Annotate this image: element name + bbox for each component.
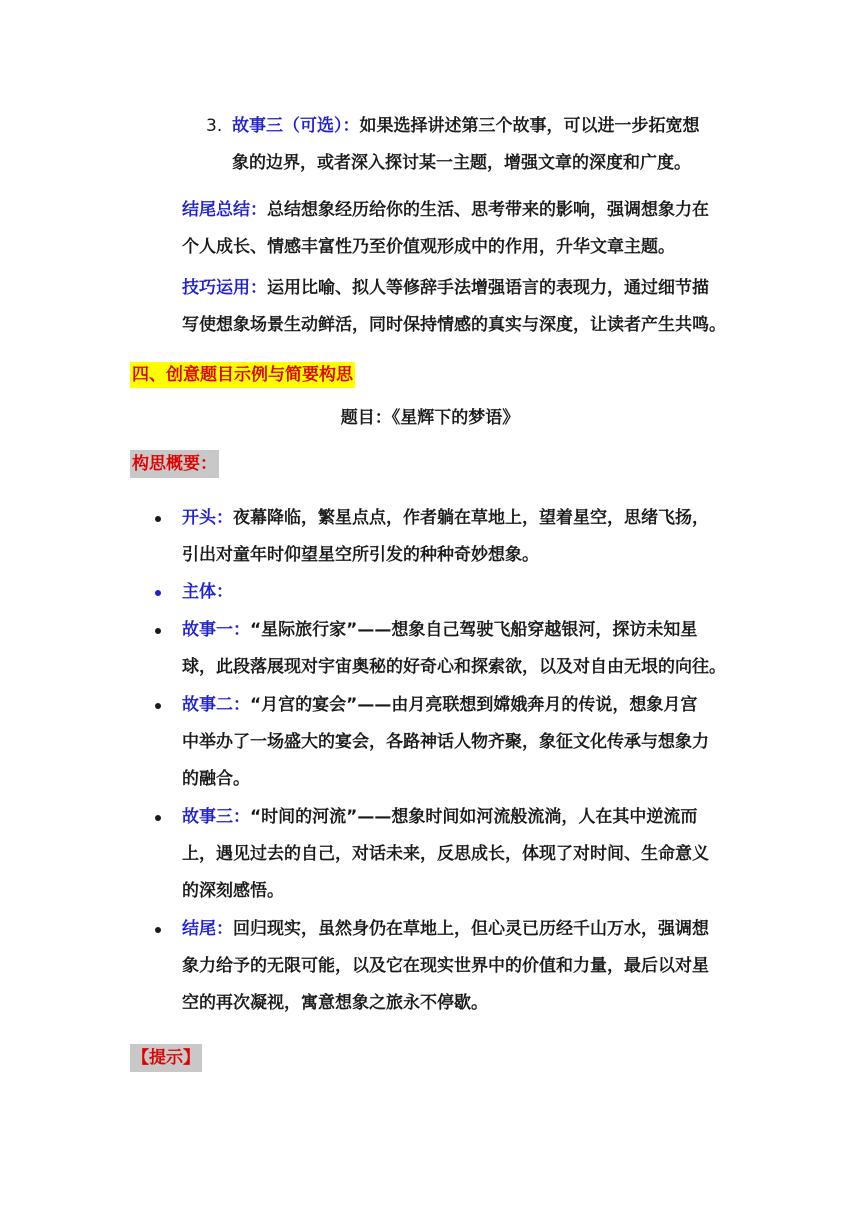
list-item	[130, 612, 750, 686]
technique-line2: 写使想象场景生动鲜活，同时保持情感的真实与深度，让读者产生共鸣。	[182, 315, 726, 335]
tip-heading: 【提示】	[130, 1044, 202, 1072]
topic-title: 题目：《星辉下的梦语》	[340, 408, 520, 428]
bullet-dot	[155, 815, 161, 821]
bullet-dot	[155, 703, 161, 709]
numbered-item-3	[206, 108, 746, 182]
technique-paragraph	[182, 270, 742, 344]
bullet-dot	[155, 590, 161, 596]
bullet-line: 夜幕降临，繁星点点，作者躺在草地上，望着星空，思绪飞扬，	[233, 508, 709, 528]
list-item	[130, 911, 750, 1022]
bullet-dot	[155, 628, 161, 634]
bullet-label: 故事三：	[182, 807, 250, 827]
bullet-line: “月宫的宴会”——由月亮联想到嫦娥奔月的传说，想象月宫	[250, 695, 698, 715]
bullet-dot	[155, 516, 161, 522]
bullet-line: 球，此段落展现对宇宙奥秘的好奇心和探索欲，以及对自由无垠的向往。	[182, 657, 726, 677]
ending-summary-line2: 个人成长、情感丰富性乃至价值观形成中的作用，升华文章主题。	[182, 237, 675, 257]
bullet-label: 结尾：	[182, 919, 233, 939]
bullet-line: 回归现实，虽然身仍在草地上，但心灵已历经千山万水，强调想	[233, 919, 709, 939]
ending-summary-line1: 总结想象经历给你的生活、思考带来的影响，强调想象力在	[267, 200, 709, 220]
bullet-dot	[155, 927, 161, 933]
ending-summary-label: 结尾总结：	[182, 200, 267, 220]
list-item	[130, 687, 750, 798]
item-text-line1: 如果选择讲述第三个故事，可以进一步拓宽想	[359, 116, 700, 136]
item-label: 故事三（可选）：	[232, 116, 360, 136]
bullet-line: 引出对童年时仰望星空所引发的种种奇妙想象。	[182, 545, 539, 565]
bullet-line: 中举办了一场盛大的宴会，各路神话人物齐聚，象征文化传承与想象力	[182, 732, 709, 752]
bullet-label: 开头：	[182, 508, 233, 528]
bullet-label: 故事一：	[182, 620, 250, 640]
bullet-line: 的深刻感悟。	[182, 881, 284, 901]
item-text-line2: 象的边界，或者深入探讨某一主题，增强文章的深度和广度。	[232, 153, 691, 173]
bullet-line: 空的再次凝视，寓意想象之旅永不停歇。	[182, 993, 488, 1013]
bullet-line: “星际旅行家”——想象自己驾驶飞船穿越银河，探访未知星	[250, 620, 698, 640]
bullet-line: 上，遇见过去的自己，对话未来，反思成长，体现了对时间、生命意义	[182, 844, 709, 864]
bullet-line: “时间的河流”——想象时间如河流般流淌，人在其中逆流而	[250, 807, 698, 827]
bullet-line: 的融合。	[182, 769, 250, 789]
list-item	[130, 500, 750, 574]
list-item	[130, 799, 750, 910]
technique-line1: 运用比喻、拟人等修辞手法增强语言的表现力，通过细节描	[267, 278, 709, 298]
outline-list	[130, 500, 750, 1023]
section-4-heading: 四、创意题目示例与简要构思	[130, 362, 355, 388]
bullet-label: 故事二：	[182, 695, 250, 715]
technique-label: 技巧运用：	[182, 278, 267, 298]
list-item	[130, 574, 750, 611]
bullet-line: 象力给予的无限可能，以及它在现实世界中的价值和力量，最后以对星	[182, 956, 709, 976]
item-number: 3.	[206, 116, 223, 136]
outline-heading: 构思概要：	[130, 450, 219, 478]
bullet-label: 主体：	[182, 582, 233, 602]
ending-summary-paragraph	[182, 192, 742, 266]
